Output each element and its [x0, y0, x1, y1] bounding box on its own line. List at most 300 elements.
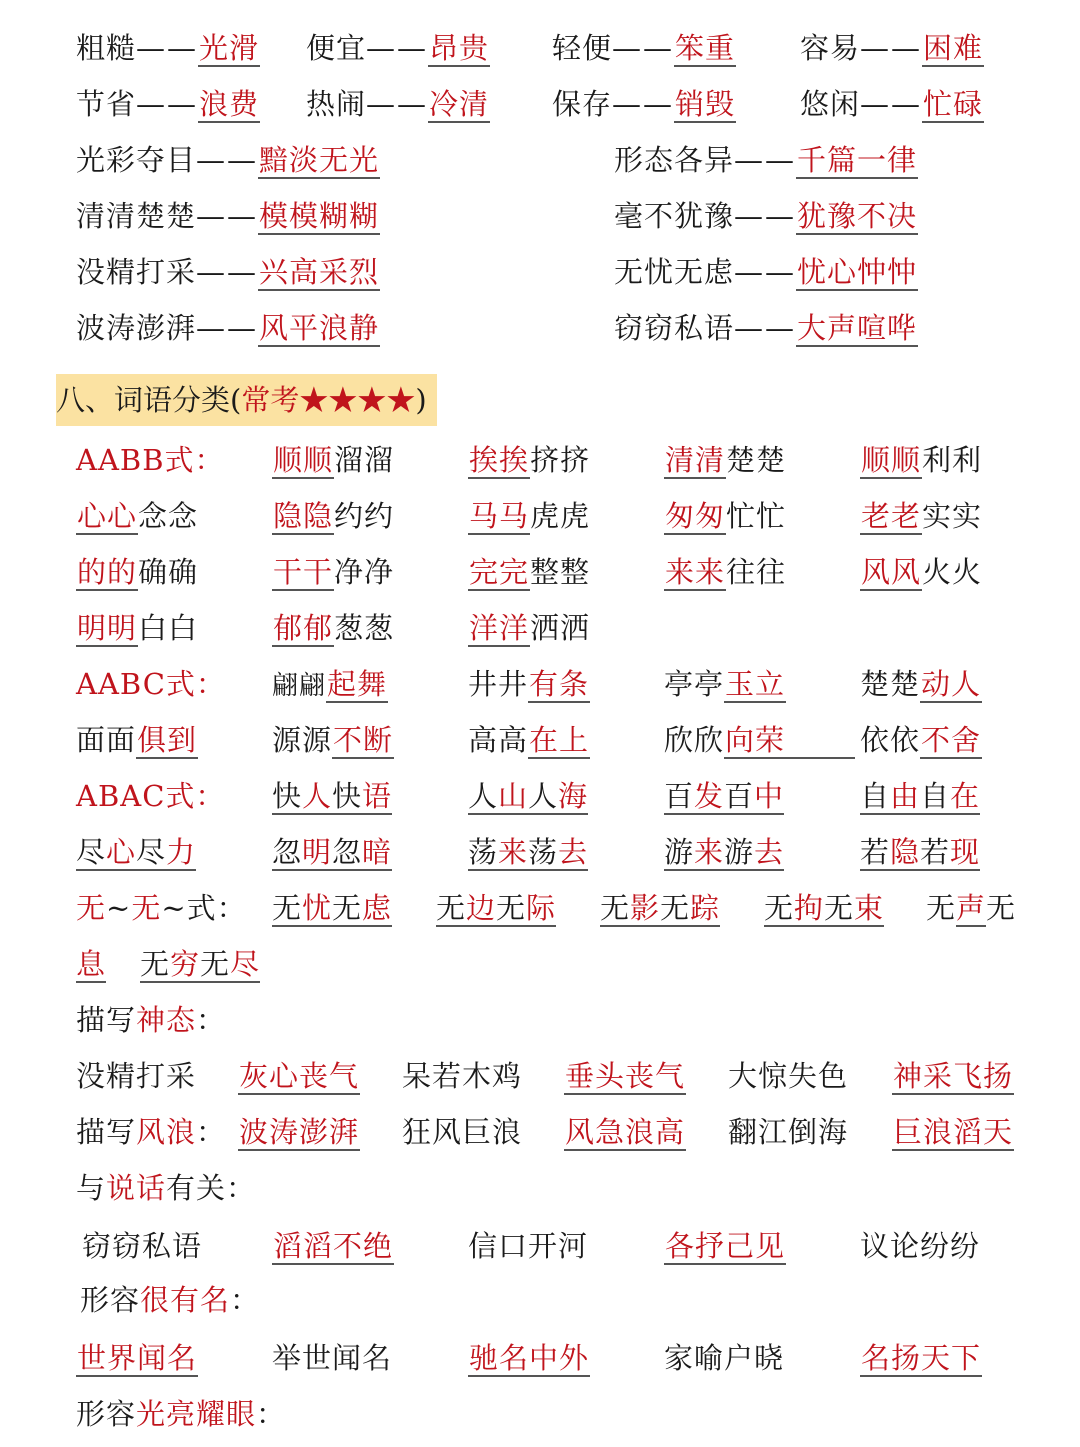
given-chars: 面面 [76, 723, 137, 757]
aabc-word [272, 656, 388, 712]
aabb-row [0, 600, 1080, 656]
antonym-pair [552, 76, 736, 132]
category-label: AABC式： [76, 667, 226, 701]
given-char: 无 [926, 891, 957, 925]
answer-char: 拘 [794, 891, 825, 925]
label-text: ： [196, 1115, 227, 1149]
idiom [402, 1104, 522, 1160]
aabb-word [468, 432, 590, 488]
answer-chars: 顺顺 [272, 444, 334, 479]
aabc-word [664, 712, 855, 768]
aabb-word [664, 432, 786, 488]
idiom [664, 1218, 786, 1274]
given-chars: 净净 [334, 555, 395, 589]
dash-separator: —— [366, 87, 429, 121]
dash-separator: —— [366, 31, 429, 65]
abac-underlined [664, 836, 784, 871]
given-char: 若 [860, 835, 891, 869]
given-chars: 欣欣 [664, 723, 725, 757]
antonym-answer: 困难 [922, 32, 984, 67]
star-rating: ★★★★ [299, 383, 416, 417]
given-chars: 虎虎 [530, 499, 591, 533]
antonym-answer: 大声喧哗 [796, 312, 918, 347]
antonym-word: 轻便 [552, 31, 613, 65]
answer-chars: 动人 [920, 668, 982, 703]
given-idiom: 狂风巨浪 [402, 1115, 523, 1149]
idiom [76, 1048, 196, 1104]
answer-char: 去 [558, 835, 589, 869]
wu-underlined [956, 892, 986, 927]
abac-label [76, 768, 225, 824]
given-chars: 忙忙 [726, 499, 787, 533]
aabc-word [468, 712, 590, 768]
antonym-word: 形态各异 [614, 143, 735, 177]
aabc-row [0, 656, 1080, 712]
answer-char: 中 [754, 779, 785, 813]
wu-word [140, 936, 260, 992]
answer-char: 山 [498, 779, 529, 813]
section-title: 八、词语分类( [56, 383, 242, 417]
given-char: 忽 [332, 835, 363, 869]
antonym-pair [306, 20, 490, 76]
aabc-word [860, 712, 982, 768]
answer-idiom: 神采飞扬 [892, 1060, 1014, 1095]
antonym-row [0, 20, 1080, 76]
answer-chars: 明明 [76, 612, 138, 647]
antonym-answer: 犹豫不决 [796, 200, 918, 235]
antonym-word: 没精打采 [76, 255, 197, 289]
label-text: 描写 [76, 1003, 137, 1037]
antonym-answer: 浪费 [198, 88, 260, 123]
aabc-word [76, 712, 198, 768]
given-chars: 楚楚 [860, 667, 921, 701]
abac-row [0, 824, 1080, 880]
answer-char: 忧 [302, 891, 333, 925]
given-char: 无 [140, 947, 171, 981]
dash-separator: —— [860, 87, 923, 121]
antonym-pair [614, 188, 918, 244]
aabb-word [272, 432, 394, 488]
antonym-word: 粗糙 [76, 31, 137, 65]
category-label: AABB式： [76, 443, 225, 477]
answer-char: 发 [694, 779, 725, 813]
antonym-word: 窃窃私语 [614, 311, 735, 345]
answer-chars: 玉立 [724, 668, 786, 703]
dash-separator: —— [196, 311, 259, 345]
given-idiom: 翻江倒海 [728, 1115, 849, 1149]
answer-char: 海 [558, 779, 589, 813]
antonym-answer: 黯淡无光 [258, 144, 380, 179]
given-chars: 井井 [468, 667, 529, 701]
given-chars: 亭亭 [664, 667, 725, 701]
given-idiom: 窃窃私语 [82, 1229, 203, 1263]
idiom [272, 1330, 392, 1386]
antonym-row [0, 76, 1080, 132]
answer-idiom: 名扬天下 [860, 1342, 982, 1377]
antonym-pair [800, 20, 984, 76]
label-text: ： [230, 1283, 261, 1317]
given-char: 人 [468, 779, 499, 813]
category-label: ABAC式： [76, 779, 226, 813]
antonym-answer: 冷清 [428, 88, 490, 123]
wu-word [764, 880, 884, 936]
given-char: 尽 [136, 835, 167, 869]
idiom [892, 1048, 1014, 1104]
antonym-pair [76, 132, 380, 188]
abac-underlined [272, 780, 392, 815]
antonym-row [0, 188, 1080, 244]
given-char: 无 [332, 891, 363, 925]
given-char: 无 [824, 891, 855, 925]
aabc-label [76, 656, 226, 712]
label-text: 形容 [76, 1397, 137, 1431]
antonym-answer: 忧心忡忡 [796, 256, 918, 291]
antonym-word: 波涛澎湃 [76, 311, 197, 345]
given-idiom: 信口开河 [468, 1229, 589, 1263]
aabb-label [76, 432, 225, 488]
given-char: 无 [986, 891, 1017, 925]
label-suffix: ~式： [161, 891, 247, 925]
antonym-pair [614, 244, 918, 300]
answer-char: 息 [76, 947, 107, 981]
answer-chars: 老老 [860, 500, 922, 535]
aabb-word [664, 544, 786, 600]
antonym-word: 容易 [800, 31, 861, 65]
fenglang-row [0, 1104, 1080, 1160]
given-idiom: 没精打采 [76, 1059, 197, 1093]
answer-idiom: 各抒己见 [664, 1230, 786, 1265]
wu-word [926, 880, 1016, 936]
aabc-word [860, 656, 982, 712]
idiom [238, 1048, 360, 1104]
aabc-word [468, 656, 590, 712]
given-char: 无 [496, 891, 527, 925]
category-label [80, 1272, 260, 1328]
aabb-word [272, 544, 394, 600]
idiom [468, 1330, 590, 1386]
shuohua-row [0, 1218, 1080, 1274]
answer-char: 束 [854, 891, 885, 925]
label-text: 形容 [80, 1283, 141, 1317]
antonym-pair [614, 132, 918, 188]
aabb-row [0, 544, 1080, 600]
answer-chars: 向荣 [724, 724, 855, 759]
given-char: 无 [764, 891, 795, 925]
abac-word [860, 768, 980, 824]
given-chars: 火火 [922, 555, 983, 589]
answer-char: 声 [956, 891, 987, 925]
answer-chars: 挨挨 [468, 444, 530, 479]
given-char: 无 [200, 947, 231, 981]
antonym-pair [800, 76, 984, 132]
aabb-word [76, 600, 198, 656]
answer-char: 心 [106, 835, 137, 869]
label-text: ： [256, 1397, 287, 1431]
answer-chars: 隐隐 [272, 500, 334, 535]
antonym-pair [76, 300, 380, 356]
dash-separator: —— [136, 31, 199, 65]
label-highlight: 神态 [136, 1003, 197, 1037]
antonym-word: 保存 [552, 87, 613, 121]
label-highlight: 说话 [106, 1171, 167, 1205]
aabb-word [76, 544, 198, 600]
wu-word [272, 880, 392, 936]
wu-underlined [436, 892, 556, 927]
answer-char: 来 [694, 835, 725, 869]
label-text: ： [196, 1003, 227, 1037]
section-header [56, 374, 437, 426]
label-wu: 无 [131, 891, 162, 925]
idiom [892, 1104, 1014, 1160]
wu-underlined [272, 892, 392, 927]
answer-chars: 风风 [860, 556, 922, 591]
given-chars: 高高 [468, 723, 529, 757]
label-text: 有关： [166, 1171, 257, 1205]
given-chars: 溜溜 [334, 443, 395, 477]
abac-word [272, 824, 392, 880]
shentai-label-row [0, 992, 1080, 1048]
antonym-answer: 模模糊糊 [258, 200, 380, 235]
answer-char: 明 [302, 835, 333, 869]
label-highlight: 风浪 [136, 1115, 197, 1149]
antonym-answer: 销毁 [674, 88, 736, 123]
answer-chars: 起舞 [326, 668, 388, 703]
antonym-pair [306, 76, 490, 132]
antonym-pair [552, 20, 736, 76]
aabb-word [272, 600, 394, 656]
category-label [76, 1160, 256, 1216]
antonym-pair [76, 244, 380, 300]
abac-underlined [468, 836, 588, 871]
idiom [272, 1218, 394, 1274]
idiom [76, 1330, 198, 1386]
aabb-word [860, 544, 982, 600]
answer-char: 去 [754, 835, 785, 869]
aabc-word [664, 656, 786, 712]
dash-separator: —— [196, 255, 259, 289]
antonym-answer: 笨重 [674, 32, 736, 67]
answer-char: 由 [890, 779, 921, 813]
answer-chars: 来来 [664, 556, 726, 591]
antonym-row [0, 300, 1080, 356]
abac-underlined [76, 836, 196, 871]
idiom [238, 1104, 360, 1160]
given-chars: 白白 [138, 611, 199, 645]
antonym-pair [614, 300, 918, 356]
dash-separator: —— [136, 87, 199, 121]
given-chars: 念念 [138, 499, 199, 533]
idiom [468, 1218, 588, 1274]
wu-word [436, 880, 556, 936]
guangliang-label-row [0, 1386, 1080, 1442]
answer-char: 影 [630, 891, 661, 925]
antonym-answer: 兴高采烈 [258, 256, 380, 291]
antonym-answer: 千篇一律 [796, 144, 918, 179]
answer-char: 现 [950, 835, 981, 869]
answer-chars: 郁郁 [272, 612, 334, 647]
wu-underlined [764, 892, 884, 927]
answer-char: 边 [466, 891, 497, 925]
antonym-word: 便宜 [306, 31, 367, 65]
shuohua-label-row [0, 1160, 1080, 1216]
dash-separator: —— [612, 31, 675, 65]
category-label [76, 992, 226, 1048]
wu-row [0, 936, 1080, 992]
given-char: 忽 [272, 835, 303, 869]
answer-idiom: 风急浪高 [564, 1116, 686, 1151]
given-chars: 利利 [922, 443, 983, 477]
wu-underlined [76, 948, 106, 983]
aabb-word [664, 488, 786, 544]
given-char: 尽 [76, 835, 107, 869]
dash-separator: —— [196, 143, 259, 177]
answer-chars: 心心 [76, 500, 138, 535]
antonym-word: 节省 [76, 87, 137, 121]
given-chars: 依依 [860, 723, 921, 757]
given-chars: 源源 [272, 723, 333, 757]
abac-word [468, 768, 588, 824]
abac-word [468, 824, 588, 880]
antonym-answer: 昂贵 [428, 32, 490, 67]
label-highlight: 光亮耀眼 [136, 1397, 257, 1431]
answer-chars: 俱到 [136, 724, 198, 759]
dash-separator: —— [860, 31, 923, 65]
given-char: 百 [724, 779, 755, 813]
aabb-word [272, 488, 394, 544]
given-char: 自 [860, 779, 891, 813]
antonym-word: 清清楚楚 [76, 199, 197, 233]
wu-word [600, 880, 720, 936]
dash-separator: —— [196, 199, 259, 233]
answer-chars: 洋洋 [468, 612, 530, 647]
given-char: 无 [600, 891, 631, 925]
given-char: 人 [528, 779, 559, 813]
answer-idiom: 驰名中外 [468, 1342, 590, 1377]
abac-underlined [664, 780, 784, 815]
idiom [564, 1048, 686, 1104]
answer-char: 踪 [690, 891, 721, 925]
given-char: 自 [920, 779, 951, 813]
wu-underlined [140, 948, 260, 983]
youming-row [0, 1330, 1080, 1386]
wu-underlined [600, 892, 720, 927]
wu-label [76, 880, 247, 936]
answer-idiom: 世界闻名 [76, 1342, 198, 1377]
answer-idiom: 灰心丧气 [238, 1060, 360, 1095]
aabb-word [860, 488, 982, 544]
idiom [728, 1048, 848, 1104]
dash-separator: —— [734, 311, 797, 345]
given-idiom: 大惊失色 [728, 1059, 849, 1093]
abac-word [664, 824, 784, 880]
given-chars: 确确 [138, 555, 199, 589]
given-chars: 翩翩 [272, 671, 327, 701]
idiom [564, 1104, 686, 1160]
answer-char: 尽 [230, 947, 261, 981]
label-text: 描写 [76, 1115, 137, 1149]
section-close: ) [415, 383, 427, 417]
dash-separator: —— [734, 199, 797, 233]
abac-underlined [272, 836, 392, 871]
answer-idiom: 巨浪滔天 [892, 1116, 1014, 1151]
answer-chars: 的的 [76, 556, 138, 591]
answer-chars: 马马 [468, 500, 530, 535]
given-char: 快 [272, 779, 303, 813]
aabc-word [272, 712, 394, 768]
answer-chars: 清清 [664, 444, 726, 479]
idiom [860, 1218, 980, 1274]
idiom [82, 1218, 202, 1274]
dash-separator: —— [734, 255, 797, 289]
antonym-row [0, 244, 1080, 300]
idiom [860, 1330, 982, 1386]
given-chars: 洒洒 [530, 611, 591, 645]
label-tilde: ~ [106, 891, 132, 925]
category-label [76, 1386, 286, 1442]
label-text: 与 [76, 1171, 107, 1205]
abac-row [0, 768, 1080, 824]
answer-char: 穷 [170, 947, 201, 981]
abac-word [664, 768, 784, 824]
wu-word-wrap [76, 936, 106, 992]
given-char: 游 [664, 835, 695, 869]
answer-chars: 干干 [272, 556, 334, 591]
answer-chars: 完完 [468, 556, 530, 591]
aabb-word [76, 488, 198, 544]
given-char: 荡 [468, 835, 499, 869]
given-char: 百 [664, 779, 695, 813]
abac-underlined [468, 780, 588, 815]
antonym-answer: 光滑 [198, 32, 260, 67]
aabb-word [860, 432, 982, 488]
given-char: 无 [660, 891, 691, 925]
abac-word [272, 768, 392, 824]
answer-char: 力 [166, 835, 197, 869]
answer-chars: 有条 [528, 668, 590, 703]
answer-char: 来 [498, 835, 529, 869]
antonym-word: 无忧无虑 [614, 255, 735, 289]
answer-chars: 不断 [332, 724, 394, 759]
given-char: 无 [272, 891, 303, 925]
antonym-row [0, 132, 1080, 188]
answer-char: 暗 [362, 835, 393, 869]
given-chars: 葱葱 [334, 611, 395, 645]
given-idiom: 家喻户晓 [664, 1341, 785, 1375]
given-idiom: 议论纷纷 [860, 1229, 981, 1263]
label-wu: 无 [76, 891, 107, 925]
answer-chars: 匆匆 [664, 500, 726, 535]
aabc-row [0, 712, 1080, 768]
antonym-word: 毫不犹豫 [614, 199, 735, 233]
answer-char: 际 [526, 891, 557, 925]
given-chars: 挤挤 [530, 443, 591, 477]
given-chars: 整整 [530, 555, 591, 589]
antonym-word: 光彩夺目 [76, 143, 197, 177]
answer-char: 隐 [890, 835, 921, 869]
given-char: 若 [920, 835, 951, 869]
abac-word [860, 824, 980, 880]
given-char: 游 [724, 835, 755, 869]
abac-underlined [860, 836, 980, 871]
dash-separator: —— [734, 143, 797, 177]
abac-word [76, 824, 196, 880]
idiom [402, 1048, 522, 1104]
idiom [664, 1330, 784, 1386]
answer-chars: 不舍 [920, 724, 982, 759]
aabb-word [468, 600, 590, 656]
abac-underlined [860, 780, 980, 815]
antonym-pair [76, 76, 260, 132]
